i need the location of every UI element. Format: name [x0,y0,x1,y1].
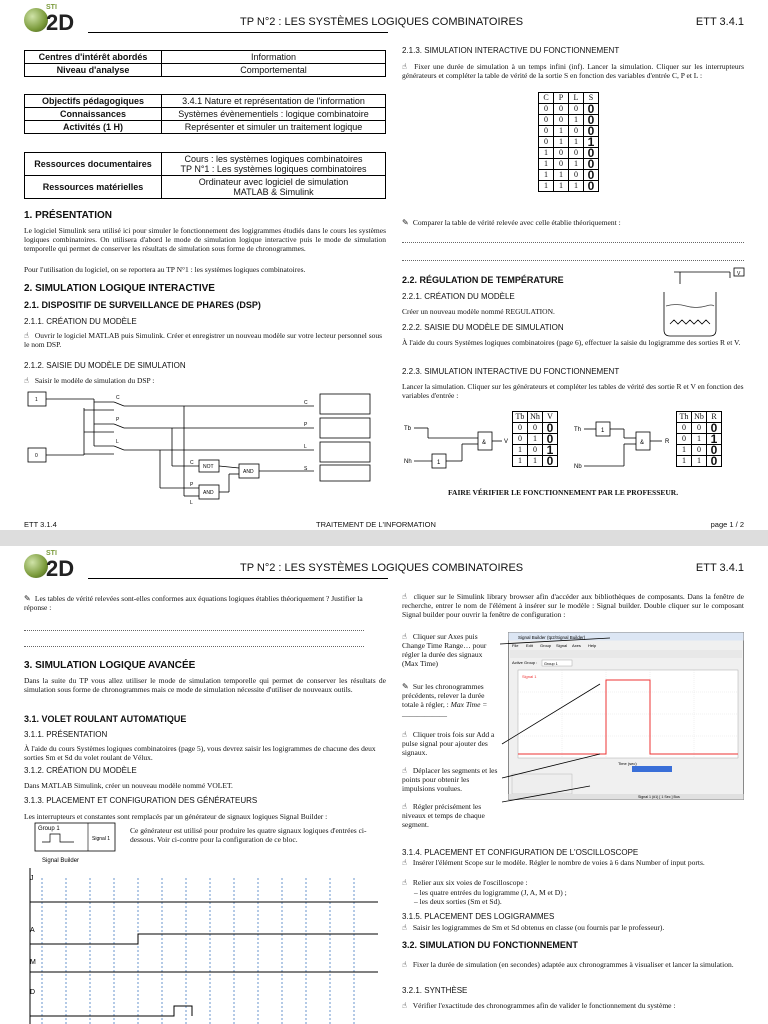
table-row: 0 1 0 [513,434,558,445]
table-row: 1 1 0 [513,456,558,467]
logo-2d: 2D [46,10,75,35]
section-3-1-2-title: 3.1.2. CRÉATION DU MODÈLE [24,766,137,775]
window-title: Signal Builder (tp2/Signal Builder) [518,635,586,640]
window-status: Signal 1 (#1) [ 1 Sec ] Bus [638,795,680,799]
input-th-label: Th [574,427,582,433]
callout-add-pulse: ☝ Cliquer trois fois sur Add a pulse signal pour ajouter des signaux. [402,730,495,757]
section-2-2-3-title: 2.2.3. SIMULATION INTERACTIVE DU FONCTIONNEMENT [402,367,620,376]
library-browser-text: ☝ cliquer sur le Simulink library browser afin d'accéder aux bibliothèques de composants. Dans la fenêtre de recherche, entrer le nom de l'élément à insérer sur le modèle : Signal builder. Double cliquer sur le composant Signal builder pour ouvrir la fenêtre de configuration : [402,592,744,619]
section-2-1-1-title: 2.1.1. CRÉATION DU MODÈLE [24,317,137,326]
section-2-2-1-text: Créer un nouveau modèle nommé REGULATION. [402,307,555,316]
section-3-1-1-title: 3.1.1. PRÉSENTATION [24,730,108,739]
section-3-1-2-text: Dans MATLAB Simulink, créer un nouveau modèle nommé VOLET. [24,781,233,790]
callout-axes: ☝ Cliquer sur Axes puis Change Time Range… pour régler la durée des signaux (Max Time) [402,632,487,668]
list-item: – les deux sorties (Sm et Sd). [414,897,502,906]
display-l [320,442,370,462]
section-1-note: Pour l'utilisation du logiciel, on se reportera au TP N°1 : les systèmes logiques combinatoires. [24,265,306,274]
hand-pointer-icon: ☝ [402,766,407,775]
table-row: 0 1 1 1 [539,137,599,148]
header-rule [88,578,388,579]
section-3-1-3-title: 3.1.3. PLACEMENT ET CONFIGURATION DES GÉNÉRATEURS [24,796,258,805]
callout-adjust-levels: ☝ Régler précisément les niveaux et temps de chaque segment. [402,802,485,829]
hand-pointer-icon: ☝ [402,878,407,887]
menu-axes[interactable]: Axes [572,643,581,648]
truth-table-r [676,411,722,467]
footer-left: ETT 3.1.4 [24,520,57,529]
hand-pointer-icon: ☝ [402,632,407,641]
dsp-simulink-diagram [24,388,386,512]
globe-icon [24,554,48,578]
question-text: ✎ Les tables de vérité relevées sont-elles conformes aux équations logiques établies théoriquement ? Justifier la réponse : [24,594,363,612]
hand-pointer-icon: ☝ [402,858,407,867]
answer-line [402,242,744,243]
gate-c-label: C [190,460,194,466]
table-row: 0 0 0 0 [539,104,599,115]
section-2-2-2-title: 2.2.2. SAISIE DU MODÈLE DE SIMULATION [402,323,564,332]
input-nh-label: Nh [404,459,412,465]
table-row: 0 0 0 [513,423,558,434]
page-separator [0,530,768,546]
generator-text: Ce générateur est utilisé pour produire les quatre signaux logiques d'entrées ci-dessous. Voir ci-contre pour la configuration de ce bloc. [130,826,367,844]
page-2 [0,546,768,1024]
answer-line [24,646,364,647]
out-c-label: C [304,400,308,406]
section-3-1-4-text: ☝ Insérer l'élément Scope sur le modèle. Régler le nombre de voies à 6 dans Number of input ports. [402,858,705,867]
table-row: 1 0 1 0 [539,159,599,170]
table-row: Ressources documentaires Cours : les systèmes logiques combinatoires TP N°1 : Les systèmes logiques combinatoires [25,153,386,176]
section-2-2-2-text: À l'aide du cours Systèmes logiques combinatoires (page 6), effectuer la saisie du logigramme des sorties R et V. [402,338,741,347]
gate-p-label: P [190,482,194,488]
verify-instruction: FAIRE VÉRIFIER LE FONCTIONNEMENT PAR LE PROFESSEUR. [448,488,679,497]
section-2-1-3-text: ☝ Fixer une durée de simulation à un temps infini (inf). Lancer la simulation. Cliquer sur les interrupteurs générateurs et compléter la table de vérité de la sortie S en fonction des variables d'entrée C, P et L : [402,62,745,80]
constant-1-label: 1 [35,397,38,403]
switch-l-label: L [116,439,119,445]
out-l-label: L [304,444,307,450]
list-item: – les quatre entrées du logigramme (J, A, M et D) ; [414,888,567,897]
hand-pointer-icon: ☝ [402,960,407,969]
globe-icon [24,8,48,32]
hand-pointer-icon: ☝ [402,1001,407,1010]
section-2-title: 2. SIMULATION LOGIQUE INTERACTIVE [24,283,215,294]
and-label-2: AND [243,469,254,475]
gate-l-label: L [190,500,193,506]
section-2-2-1-title: 2.2.1. CRÉATION DU MODÈLE [402,292,515,301]
signal-list-selected[interactable] [632,766,672,772]
objectives-table [24,94,386,134]
resources-table [24,152,386,199]
display-p [320,418,370,438]
footer-center: TRAITEMENT DE L'INFORMATION [316,520,436,529]
hand-pointer-icon: ☝ [402,62,407,71]
hand-pointer-icon: ☝ [24,376,29,385]
block-group-label: Group 1 [38,826,60,832]
section-2-1-2-text: ☝ Saisir le modèle de simulation du DSP : [24,376,155,385]
section-3-1-3-text: Les interrupteurs et constantes sont remplacés par un générateur de signaux logiques Signal Builder : [24,812,328,821]
section-3-2-title: 3.2. SIMULATION DU FONCTIONNEMENT [402,940,578,950]
table-row: 0 1 1 [677,434,722,445]
table-row: Connaissances Systèmes évènementiels : logique combinatoire [25,108,386,121]
out-s-label: S [304,466,308,472]
hand-pointer-icon: ☝ [402,802,407,811]
pencil-icon: ✎ [402,682,409,691]
answer-line [24,630,364,631]
pencil-icon: ✎ [24,594,31,603]
table-row: 1 0 1 [513,445,558,456]
section-3-1-4-link: ☝ Relier aux six voies de l'oscilloscope : [402,878,528,887]
menu-signal[interactable]: Signal [556,643,568,648]
truth-table-dsp [538,92,599,192]
chronogram-diagram [24,868,384,1024]
chrono-d-label: D [30,989,36,996]
table-row: 0 0 1 0 [539,115,599,126]
table-row: Ressources matérielles Ordinateur avec logiciel de simulation MATLAB & Simulink [25,176,386,199]
display-s [320,394,370,414]
table-header-row: Th Nb R [677,412,722,423]
section-3-1-5-title: 3.1.5. PLACEMENT DES LOGIGRAMMES [402,912,555,921]
table-row: 1 1 1 0 [539,181,599,192]
not-label-v: 1 [437,460,441,466]
section-1-title: 1. PRÉSENTATION [24,210,112,221]
table-row: Objectifs pédagogiques 3.4.1 Nature et représentation de l'information [25,95,386,108]
chrono-m-label: M [30,959,36,966]
menu-file[interactable]: File [512,643,519,648]
section-1-text: Le logiciel Simulink sera utilisé ici pour simuler le fonctionnement des logigrammes étudiés dans le cours les systèmes logiques combinatoires. On utilisera d'abord le mode de simulation logique interactive puis le mode de simulation temporelle qui permet de conserver les résultats de simulation sous forme de chronogrammes. [24,226,386,253]
table-header-row: Tb Nh V [513,412,558,423]
course-ref: ETT 3.4.1 [695,562,744,574]
callout-move-segments: ☝ Déplacer les segments et les points pour obtenir les impulsions voulues. [402,766,498,793]
menu-edit[interactable]: Edit [526,643,533,648]
table-row: 1 0 0 0 [539,148,599,159]
not-label-r: 1 [601,428,605,434]
chrono-j-label: J [30,875,34,882]
logo-sti: STI [46,550,57,557]
table-row: Niveau d'analyse Comportemental [25,64,386,77]
logigram-r-diagram [572,410,676,474]
hand-pointer-icon: ☝ [402,923,407,932]
truth-table-v [512,411,558,467]
sti2d-logo [24,4,86,34]
pencil-icon: ✎ [402,218,409,227]
section-3-title: 3. SIMULATION LOGIQUE AVANCÉE [24,660,196,671]
section-3-1-title: 3.1. VOLET ROULANT AUTOMATIQUE [24,714,187,724]
section-3-1-1-text: À l'aide du cours Systèmes logiques combinatoires (page 5), vous devrez saisir les logigrammes de chacune des deux sorties Sm et Sd du volet roulant de Vélux. [24,744,376,762]
section-2-1-1-text: ☝ Ouvrir le logiciel MATLAB puis Simulink. Créer et enregistrer un nouveau modèle sur votre lecteur personnel sous le nom DSP. [24,331,383,349]
and-label-v: & [482,440,487,446]
section-3-1-4-title: 3.1.4. PLACEMENT ET CONFIGURATION DE L'OSCILLOSCOPE [402,848,639,857]
and-label-r: & [640,440,645,446]
tank-v-label: V [737,271,741,277]
table-row: 1 1 0 0 [539,170,599,181]
compare-text: ✎ Comparer la table de vérité relevée avec celle établie théoriquement : [402,218,621,227]
sti2d-logo [24,550,86,580]
signal-builder-block [34,822,124,864]
callout-max-time: ✎ Sur les chronogrammes précédents, relever la durée totale à régler, : Max Time = ____________ [402,682,488,718]
logigram-v-diagram [402,410,512,474]
switch-c-label: C [116,395,120,401]
table-row: 0 1 0 0 [539,126,599,137]
section-2-1-title: 2.1. DISPOSITIF DE SURVEILLANCE DE PHARES (DSP) [24,300,261,310]
section-3-2-1-text: ☝ Vérifier l'exactitude des chronogrammes afin de valider le fonctionnement du système : [402,1001,676,1010]
page-title: TP N°2 : LES SYSTÈMES LOGIQUES COMBINATOIRES [240,562,524,574]
block-signal-label: Signal 1 [92,836,111,842]
time-axis-label: Time (sec) [618,761,637,766]
hand-pointer-icon: ☝ [402,730,407,739]
table-row: 1 1 0 [677,456,722,467]
output-r-label: R [665,439,670,445]
section-3-2-text: ☝ Fixer la durée de simulation (en secondes) adaptée aux chronogrammes à visualiser et lancer la simulation. [402,960,734,969]
table-row: Activités (1 H) Représenter et simuler un traitement logique [25,121,386,134]
course-ref: ETT 3.4.1 [695,16,744,28]
table-row: 0 0 0 [677,423,722,434]
logo-sti: STI [46,4,57,11]
logo-2d: 2D [46,556,75,581]
output-v-label: V [504,439,509,445]
tank-illustration [660,266,750,338]
hand-pointer-icon: ☝ [402,592,407,601]
block-name-label: Signal Builder [42,858,80,864]
info-table [24,50,386,77]
section-3-text: Dans la suite du TP vous allez utiliser le mode de simulation temporelle qui permet de conserver les résultats de simulation sous forme de chronogrammes mais ce mode de simulation nécessite d'utiliser de nouveaux outils. [24,676,386,694]
section-2-2-title: 2.2. RÉGULATION DE TEMPÉRATURE [402,275,564,285]
and-label-1: AND [203,490,214,496]
section-2-1-2-title: 2.1.2. SAISIE DU MODÈLE DE SIMULATION [24,361,186,370]
not-label: NOT [203,464,214,470]
menu-group[interactable]: Group [540,643,552,648]
input-tb-label: Tb [404,426,412,432]
constant-0-label: 0 [35,453,38,459]
hand-pointer-icon: ☝ [24,331,29,340]
out-p-label: P [304,422,308,428]
display-s-out [320,465,370,481]
section-2-2-3-text: Lancer la simulation. Cliquer sur les générateurs et compléter les tables de vérité des sortie R et V en fonction des variables d'entrée : [402,382,744,400]
menu-help[interactable]: Help [588,643,597,648]
chrono-a-label: A [30,927,35,934]
section-3-1-5-text: ☝ Saisir les logigrammes de Sm et Sd obtenus en classe (ou fournis par le professeur). [402,923,665,932]
input-nb-label: Nb [574,464,582,470]
table-header-row: C P L S [539,93,599,104]
callout-arrows [490,634,620,804]
active-group-value: Group 1 [544,662,558,666]
answer-line [402,260,744,261]
page-title: TP N°2 : LES SYSTÈMES LOGIQUES COMBINATOIRES [240,16,524,28]
section-3-2-1-title: 3.2.1. SYNTHÈSE [402,986,468,995]
header-rule [88,32,388,33]
switch-p-label: P [116,417,120,423]
table-row: 1 0 0 [677,445,722,456]
signal-name-label: Signal 1 [522,674,537,679]
active-group-label: Active Group : [512,660,538,665]
section-2-1-3-title: 2.1.3. SIMULATION INTERACTIVE DU FONCTIONNEMENT [402,46,620,55]
footer-right: page 1 / 2 [710,520,744,529]
table-row: Centres d'intérêt abordés Information [25,51,386,64]
